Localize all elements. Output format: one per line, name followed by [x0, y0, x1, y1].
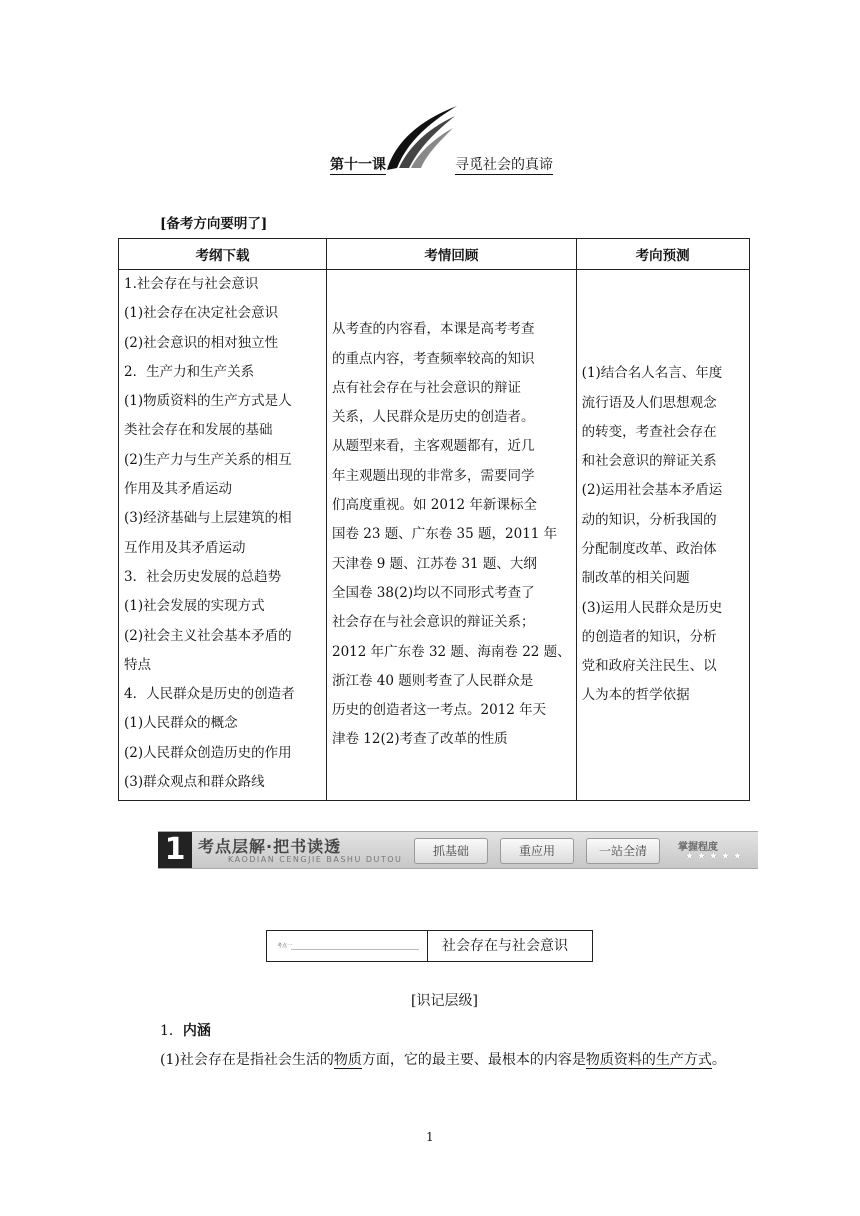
tab-all-in-one-button[interactable]: 一站全清 — [586, 838, 660, 864]
forecast-cell — [576, 270, 749, 801]
heading-connotation — [160, 1020, 211, 1040]
paragraph-text: 。 — [711, 1052, 726, 1068]
knowledge-point-title: 社会存在与社会意识 — [442, 938, 568, 954]
outline-line: (1)物质资料的生产方式是人 — [124, 393, 292, 410]
table-row — [119, 270, 750, 801]
lesson-number: 第十一课 — [330, 157, 386, 173]
outline-line: (1)社会发展的实现方式 — [124, 598, 265, 615]
tab-application-button[interactable]: 重应用 — [500, 838, 574, 864]
review-line: 关系，人民群众是历史的创造者。 — [332, 409, 535, 426]
banner-number: 1 — [158, 832, 192, 868]
mastery-stars-icon: ★★★★★ — [685, 851, 745, 862]
forecast-line: (2)运用社会基本矛盾运 — [581, 482, 723, 499]
heading-number: 1． — [160, 1023, 183, 1039]
review-line: 2012 年广东卷 32 题、海南卷 22 题、 — [332, 643, 571, 660]
paragraph-text: (1)社会存在是指社会生活的 — [160, 1052, 334, 1068]
forecast-line: 流行语及人们思想观念 — [581, 394, 717, 411]
section-label: [备考方向要明了] — [160, 216, 268, 232]
forecast-line: 制改革的相关问题 — [581, 570, 690, 587]
section-banner — [158, 831, 758, 869]
paragraph-text: 方面，它的最主要、最根本的内容是 — [361, 1052, 586, 1068]
table-header-forecast: 考向预测 — [576, 239, 749, 270]
forecast-line: 的转变，考查社会存在 — [581, 423, 717, 440]
review-line: 点有社会存在与社会意识的辩证 — [332, 379, 521, 396]
forecast-line: 分配制度改革、政治体 — [581, 541, 717, 557]
outline-line: 4．人民群众是历史的创造者 — [124, 686, 295, 703]
outline-line: (3)经济基础与上层建筑的相 — [124, 510, 292, 527]
outline-line: (2)人民群众创造历史的作用 — [124, 744, 292, 761]
mastery-label: 掌握程度 — [678, 842, 718, 853]
review-line: 国卷 23 题、广东卷 35 题，2011 年 — [332, 526, 558, 543]
review-line: 历史的创造者这一考点。2012 年天 — [332, 702, 547, 719]
knowledge-point-box — [266, 930, 593, 962]
outline-line: 互作用及其矛盾运动 — [124, 539, 246, 556]
heading-text: 内涵 — [182, 1023, 211, 1039]
review-line: 的重点内容，考查频率较高的知识 — [332, 350, 535, 367]
banner-title: 考点层解·把书读透 — [198, 837, 342, 856]
review-cell — [327, 270, 577, 801]
outline-line: (2)生产力与生产关系的相互 — [124, 451, 292, 468]
tab-basics-button[interactable]: 抓基础 — [414, 838, 488, 864]
level-label: [识记层级] — [411, 993, 478, 1009]
table-header-outline: 考纲下载 — [119, 239, 327, 270]
forecast-line: 和社会意识的辩证关系 — [581, 453, 717, 470]
review-line: 从考查的内容看，本课是高考考查 — [332, 321, 535, 338]
forecast-line: 党和政府关注民生、以 — [581, 658, 717, 675]
outline-line: (3)群众观点和群众路线 — [124, 774, 265, 791]
review-line: 津卷 12(2)考查了改革的性质 — [332, 731, 508, 748]
outline-line: 2．生产力和生产关系 — [124, 363, 255, 380]
forecast-line: (1)结合名人名言、年度 — [581, 365, 723, 382]
review-line: 全国卷 38(2)均以不同形式考查了 — [332, 584, 535, 601]
review-line: 年主观题出现的非常多，需要同学 — [332, 467, 535, 484]
outline-line: (1)社会存在决定社会意识 — [124, 305, 279, 322]
outline-line: 3．社会历史发展的总趋势 — [124, 568, 282, 585]
outline-line: 类社会存在和发展的基础 — [124, 422, 273, 439]
review-line: 社会存在与社会意识的辩证关系； — [332, 614, 535, 631]
knowledge-point-label-cell — [267, 931, 428, 961]
forecast-line: 人为本的哲学依据 — [581, 687, 690, 704]
outline-line: 特点 — [124, 656, 151, 673]
underlined-term: 物质 — [333, 1052, 362, 1068]
exam-outline-table — [118, 238, 750, 801]
outline-cell — [119, 270, 327, 801]
outline-line: (2)社会主义社会基本矛盾的 — [124, 627, 292, 644]
knowledge-point-rule — [291, 949, 419, 950]
outline-line: (2)社会意识的相对独立性 — [124, 334, 279, 351]
forecast-line: (3)运用人民群众是历史 — [581, 599, 723, 616]
knowledge-point-small-label: 考点一 — [277, 943, 293, 949]
forecast-line: 动的知识，分析我国的 — [581, 511, 717, 528]
outline-line: 作用及其矛盾运动 — [124, 481, 232, 498]
review-line: 从题型来看，主客观题都有，近几 — [332, 438, 535, 455]
table-header-row — [119, 239, 750, 270]
paragraph-social-existence — [130, 1046, 730, 1075]
review-line: 们高度重视。如 2012 年新课标全 — [332, 497, 537, 514]
review-line: 浙江卷 40 题则考查了人民群众是 — [332, 672, 534, 689]
forecast-line: 的创造者的知识，分析 — [581, 628, 717, 645]
underlined-term: 物质资料的生产方式 — [585, 1052, 712, 1068]
title-swoosh-decoration — [385, 102, 460, 176]
table-header-review: 考情回顾 — [327, 239, 577, 270]
banner-pinyin: KAODIAN CENGJIE BASHU DUTOU — [228, 855, 403, 864]
review-line: 天津卷 9 题、江苏卷 31 题、大纲 — [332, 555, 537, 572]
outline-line: (1)人民群众的概念 — [124, 715, 238, 732]
outline-line: 1.社会存在与社会意识 — [124, 276, 259, 292]
page-number: 1 — [426, 1130, 434, 1144]
lesson-title: 寻觅社会的真谛 — [455, 157, 553, 173]
